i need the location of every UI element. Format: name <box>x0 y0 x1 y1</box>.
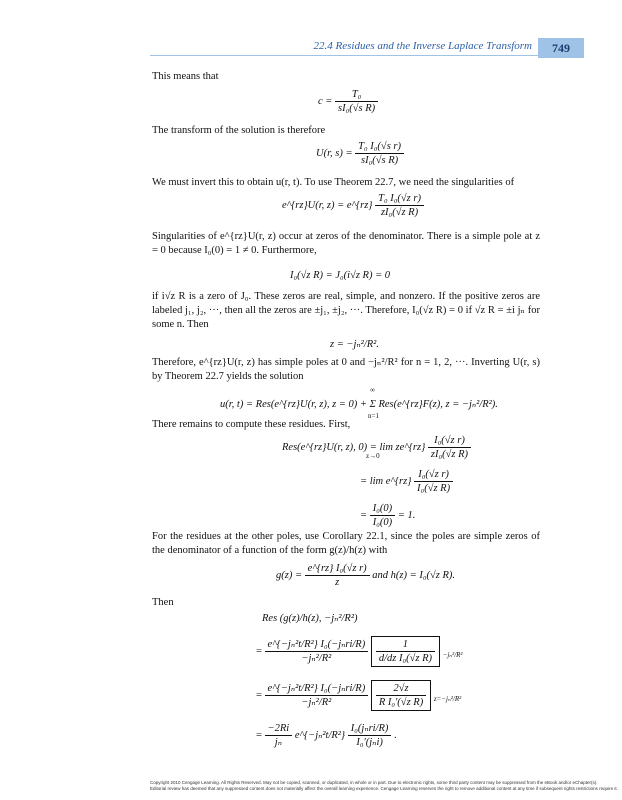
eq2-lhs: U(r, s) = <box>316 147 353 159</box>
eq1-num: T₀ <box>335 88 378 102</box>
eq14-period: . <box>394 729 397 741</box>
eq14-mid: e^{−jₙ²t/R²} <box>294 729 346 741</box>
eq9-lhs: = <box>360 509 368 521</box>
eq13-br-den: R I₀′(√z R) <box>378 697 424 708</box>
equation-res-step-2 <box>256 680 461 711</box>
eq13-br-num: 2√z <box>376 682 426 696</box>
page-number: 749 <box>538 38 584 58</box>
eq12-sub: −jₙ²/R² <box>442 651 463 659</box>
eq2-num: T₀ I₀(√s r) <box>355 140 404 154</box>
paragraph-3: We must invert this to obtain u(r, t). To use Theorem 22.7, we need the singularities of <box>152 177 515 188</box>
paragraph-8: For the residues at the other poles, use Corollary 22.1, since the poles are simple zeros of the denominator of a function of the form g(z)/h(z) with <box>152 531 540 556</box>
footer-line-2: Editorial review has deemed that any suppressed content does not materially affect the overall learning experience. Cengage Learning reserves the right to remove additional content at any time if subsequent rights restrictions require it. <box>150 786 618 791</box>
eq7-lim-sub: z→0 <box>366 452 380 460</box>
eq14-den2: I₀′(jₙi) <box>356 737 383 748</box>
eq9-frac <box>370 502 395 529</box>
paragraph-1: This means that <box>152 71 219 82</box>
eq2-frac <box>355 140 404 167</box>
eq7-frac <box>428 434 471 461</box>
equation-res-step-1 <box>256 636 463 667</box>
eq12-br-num: 1 <box>376 638 435 652</box>
eq13-num: e^{−jₙ²t/R²} I₀(−jₙri/R) <box>265 682 369 696</box>
eq14-num: −2Ri <box>265 722 293 736</box>
equation-g-h <box>276 562 455 589</box>
eq9-den: I₀(0) <box>372 517 393 528</box>
eq10-and: and h(z) = I₀(√z R). <box>372 569 455 581</box>
eq14-frac2 <box>348 722 392 749</box>
equation-res-g-h: Res (g(z)/h(z), −jₙ²/R²) <box>262 613 358 624</box>
paragraph-4: Singularities of e^{rz}U(r, z) occur at zeros of the denominator. There is a simple pole at z = 0 because I₀(0) = 1 ≠ 0. Furthermore, <box>152 231 540 256</box>
sum-lower-limit: n=1 <box>368 412 379 420</box>
eq13-sub: z=−jₙ²/R² <box>433 695 462 703</box>
paragraph-2: The transform of the solution is therefore <box>152 125 326 136</box>
eq9-num: I₀(0) <box>370 502 395 516</box>
running-header <box>0 38 622 60</box>
eq9-rhs: = 1. <box>397 509 416 521</box>
equation-z-poles: z = −jₙ²/R². <box>330 339 379 350</box>
eq13-eq: = <box>256 689 265 701</box>
eq13-bracket <box>371 680 431 711</box>
paragraph-7: There remains to compute these residues. First, <box>152 419 351 430</box>
eq12-den: −jₙ²/R² <box>301 653 332 664</box>
eq12-eq: = <box>256 645 265 657</box>
eq3-frac <box>375 192 424 219</box>
eq12-br-frac <box>376 638 435 665</box>
sum-upper-limit: ∞ <box>370 386 375 394</box>
eq3-lhs: e^{rz}U(r, z) = e^{rz} <box>282 199 373 211</box>
equation-c <box>318 88 378 115</box>
header-rule <box>150 55 538 56</box>
eq1-den: sI₀(√s R) <box>338 103 376 114</box>
equation-solution <box>220 398 498 410</box>
eq13-frac <box>265 682 369 709</box>
equation-lim-step <box>360 468 453 495</box>
eq10-g-num: e^{rz} I₀(√z r) <box>305 562 370 576</box>
eq7-den: zI₀(√z R) <box>430 449 469 460</box>
equation-I0-zero: I₀(√z R) = J₀(i√z R) = 0 <box>290 270 391 281</box>
equation-erzU <box>282 192 424 219</box>
eq8-lhs: = lim e^{rz} <box>360 475 412 487</box>
eq14-eq: = <box>256 729 265 741</box>
eq12-bracket <box>371 636 440 667</box>
eq1-lhs: c = <box>318 95 333 107</box>
eq7-num: I₀(√z r) <box>428 434 471 448</box>
paragraph-5: if i√z R is a zero of J₀. These zeros are real, simple, and nonzero. If the positive zeros are labeled j₁, j₂, ···, then all the zeros are ±j₁, ±j₂, ···. Therefore, I₀(√z R) = 0 if √z R = ±i jₙ for some n. Then <box>152 291 540 330</box>
eq12-num: e^{−jₙ²t/R²} I₀(−jₙri/R) <box>265 638 369 652</box>
eq8-den: I₀(√z R) <box>417 483 451 494</box>
eq1-frac <box>335 88 378 115</box>
eq14-num2: I₀(jₙri/R) <box>348 722 392 736</box>
equation-U <box>316 140 404 167</box>
section-title: 22.4 Residues and the Inverse Laplace Transform <box>313 40 532 52</box>
eq3-num: T₀ I₀(√z r) <box>375 192 424 206</box>
eq13-br-frac <box>376 682 426 709</box>
paragraph-9: Then <box>152 597 174 608</box>
eq2-den: sI₀(√s R) <box>361 155 399 166</box>
paragraph-6: Therefore, e^{rz}U(r, z) has simple poles at 0 and −jₙ²/R² for n = 1, 2, ···. Inverting U(r, s) by Theorem 22.7 yields the solution <box>152 357 540 382</box>
eq13-den: −jₙ²/R² <box>301 697 332 708</box>
eq12-frac <box>265 638 369 665</box>
eq14-den: jₙ <box>274 737 282 748</box>
eq12-br-den: d/dz I₀(√z R) <box>378 653 432 664</box>
eq7-lhs: Res(e^{rz}U(r, z), 0) = lim ze^{rz} <box>282 441 426 453</box>
eq10-g-lhs: g(z) = <box>276 569 303 581</box>
eq8-frac <box>414 468 453 495</box>
copyright-footer <box>150 780 618 792</box>
equation-eq-one <box>360 502 415 529</box>
eq10-g-den: z <box>335 577 340 588</box>
equation-res-final <box>256 722 397 749</box>
footer-line-1: Copyright 2010 Cengage Learning. All Rights Reserved. May not be copied, scanned, or duplicated, in whole or in part. Due to electronic rights, some third party content may be suppressed from the eBook and/or eChapter(s). <box>150 780 598 785</box>
eq10-frac <box>305 562 370 589</box>
eq8-num: I₀(√z r) <box>414 468 453 482</box>
eq14-frac <box>265 722 293 749</box>
eq6-text: u(r, t) = Res(e^{rz}U(r, z), z = 0) + Σ Res(e^{rz}F(z), z = −jₙ²/R²). <box>220 399 498 410</box>
eq3-den: zI₀(√z R) <box>380 207 419 218</box>
